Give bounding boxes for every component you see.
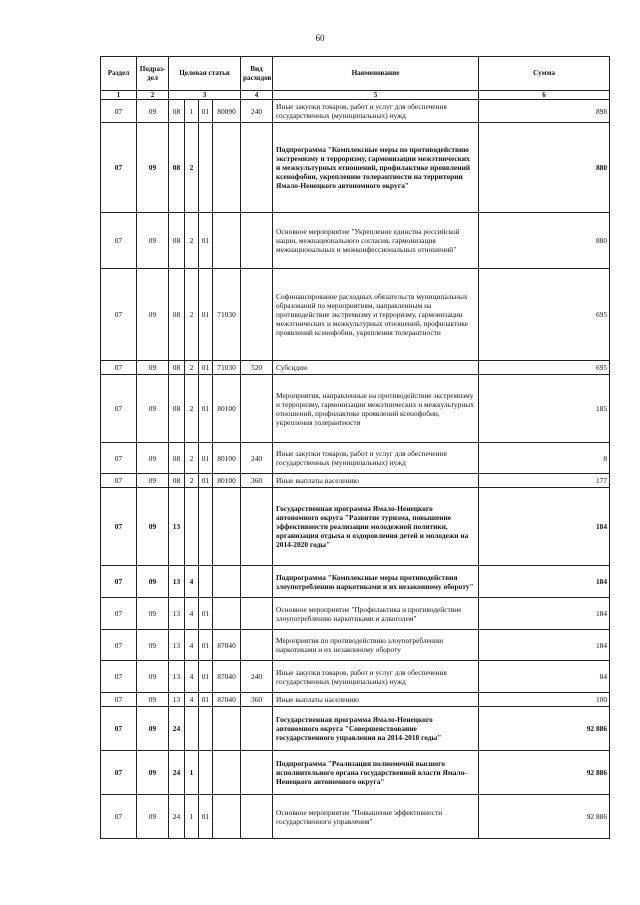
target-direction-cell: 71030 bbox=[213, 361, 241, 375]
target-subprogram-cell bbox=[185, 488, 199, 566]
amount-cell: 695 bbox=[479, 269, 610, 361]
name-cell: Государственная программа Ямало-Ненецкого автономного округа "Совершенствование государственного управления на 2014-2018 годы" bbox=[273, 707, 479, 751]
expense-type-cell: 360 bbox=[241, 474, 273, 488]
budget-table bbox=[100, 56, 610, 839]
target-subprogram-cell: 2 bbox=[185, 375, 199, 443]
target-direction-cell bbox=[213, 123, 241, 213]
table-row bbox=[101, 630, 610, 661]
subsection-cell: 09 bbox=[137, 751, 169, 795]
amount-cell: 92 886 bbox=[479, 751, 610, 795]
target-activity-cell: 01 bbox=[199, 375, 213, 443]
section-cell: 07 bbox=[101, 100, 137, 123]
section-cell: 07 bbox=[101, 795, 137, 839]
amount-cell: 184 bbox=[479, 630, 610, 661]
expense-type-cell bbox=[241, 795, 273, 839]
target-activity-cell: 01 bbox=[199, 269, 213, 361]
header-section: Раздел bbox=[101, 57, 137, 91]
target-program-cell: 13 bbox=[169, 566, 185, 598]
header-expense-type: Вид расходов bbox=[241, 57, 273, 91]
amount-cell: 84 bbox=[479, 661, 610, 693]
subsection-cell: 09 bbox=[137, 693, 169, 707]
name-cell: Основное мероприятие "Укрепление единства российской нации, межнационального согласия, гармонизация межнациональных и межконфессиональных отношений" bbox=[273, 213, 479, 269]
header-subsection: Подраз-дел bbox=[137, 57, 169, 91]
amount-cell: 184 bbox=[479, 598, 610, 630]
target-activity-cell: 01 bbox=[199, 100, 213, 123]
name-cell: Иные закупки товаров, работ и услуг для обеспечения государственных (муниципальных) нужд bbox=[273, 100, 479, 123]
table-row bbox=[101, 443, 610, 474]
target-subprogram-cell: 4 bbox=[185, 598, 199, 630]
amount-cell: 92 886 bbox=[479, 707, 610, 751]
target-direction-cell bbox=[213, 213, 241, 269]
target-direction-cell: 80100 bbox=[213, 443, 241, 474]
subsection-cell: 09 bbox=[137, 100, 169, 123]
header-name: Наименование bbox=[273, 57, 479, 91]
col-number: 1 bbox=[101, 91, 137, 100]
subsection-cell: 09 bbox=[137, 707, 169, 751]
section-cell: 07 bbox=[101, 751, 137, 795]
expense-type-cell bbox=[241, 630, 273, 661]
expense-type-cell bbox=[241, 566, 273, 598]
table-row bbox=[101, 488, 610, 566]
table-row bbox=[101, 751, 610, 795]
section-cell: 07 bbox=[101, 443, 137, 474]
expense-type-cell bbox=[241, 488, 273, 566]
target-direction-cell bbox=[213, 707, 241, 751]
target-activity-cell bbox=[199, 488, 213, 566]
target-subprogram-cell: 2 bbox=[185, 269, 199, 361]
expense-type-cell bbox=[241, 375, 273, 443]
target-direction-cell bbox=[213, 566, 241, 598]
amount-cell: 177 bbox=[479, 474, 610, 488]
target-program-cell: 13 bbox=[169, 661, 185, 693]
subsection-cell: 09 bbox=[137, 630, 169, 661]
section-cell: 07 bbox=[101, 630, 137, 661]
target-direction-cell bbox=[213, 488, 241, 566]
expense-type-cell: 240 bbox=[241, 443, 273, 474]
subsection-cell: 09 bbox=[137, 661, 169, 693]
amount-cell: 880 bbox=[479, 123, 610, 213]
section-cell: 07 bbox=[101, 707, 137, 751]
table-row bbox=[101, 269, 610, 361]
target-subprogram-cell: 4 bbox=[185, 661, 199, 693]
target-program-cell: 24 bbox=[169, 707, 185, 751]
target-activity-cell: 01 bbox=[199, 661, 213, 693]
name-cell: Подпрограмма "Реализация полномочий высшего исполнительного органа государственной власти Ямало-Ненецкого автономного округа" bbox=[273, 751, 479, 795]
target-activity-cell: 01 bbox=[199, 443, 213, 474]
target-subprogram-cell: 4 bbox=[185, 566, 199, 598]
header-row bbox=[101, 57, 610, 91]
table-row bbox=[101, 361, 610, 375]
header-target: Целевая статья bbox=[169, 57, 241, 91]
expense-type-cell: 360 bbox=[241, 693, 273, 707]
table-row bbox=[101, 598, 610, 630]
col-number: 2 bbox=[137, 91, 169, 100]
expense-type-cell bbox=[241, 213, 273, 269]
name-cell: Подпрограмма "Комплексные меры противодействия злоупотреблению наркотиками и их незаконному обороту" bbox=[273, 566, 479, 598]
subsection-cell: 09 bbox=[137, 474, 169, 488]
target-subprogram-cell: 2 bbox=[185, 474, 199, 488]
expense-type-cell bbox=[241, 751, 273, 795]
target-program-cell: 24 bbox=[169, 751, 185, 795]
section-cell: 07 bbox=[101, 661, 137, 693]
name-cell: Иные выплаты населению bbox=[273, 474, 479, 488]
table-row bbox=[101, 474, 610, 488]
subsection-cell: 09 bbox=[137, 213, 169, 269]
col-number: 5 bbox=[273, 91, 479, 100]
target-activity-cell: 01 bbox=[199, 474, 213, 488]
name-cell: Софинансирование расходных обязательств муниципальных образований по мероприятиям, направленным на противодействие экстремизму и терроризму, гармонизации межэтнических и межкультурных отношений, профилактике проявлений ксенофобии, укрепления толерантности bbox=[273, 269, 479, 361]
name-cell: Иные закупки товаров, работ и услуг для обеспечения государственных (муниципальных) нужд bbox=[273, 661, 479, 693]
section-cell: 07 bbox=[101, 361, 137, 375]
table-row bbox=[101, 707, 610, 751]
col-number: 4 bbox=[241, 91, 273, 100]
section-cell: 07 bbox=[101, 123, 137, 213]
subsection-cell: 09 bbox=[137, 269, 169, 361]
name-cell: Основное мероприятие "Повышение эффективности государственного управления" bbox=[273, 795, 479, 839]
name-cell: Государственная программа Ямало-Ненецкого автономного округа "Развитие туризма, повышение эффективности реализации молодежной политики, организация отдыха и оздоровления детей и молодежи на 2014-2020 годы" bbox=[273, 488, 479, 566]
target-activity-cell: 01 bbox=[199, 795, 213, 839]
table-row bbox=[101, 566, 610, 598]
table-row bbox=[101, 661, 610, 693]
target-direction-cell: 80090 bbox=[213, 100, 241, 123]
expense-type-cell: 240 bbox=[241, 100, 273, 123]
target-direction-cell: 87040 bbox=[213, 693, 241, 707]
subsection-cell: 09 bbox=[137, 361, 169, 375]
amount-cell: 185 bbox=[479, 375, 610, 443]
section-cell: 07 bbox=[101, 213, 137, 269]
col-number: 6 bbox=[479, 91, 610, 100]
name-cell: Мероприятия, направленные на противодействие экстремизму и терроризму, гармонизации межэтнических и межкультурных отношений, профилактике проявлений ксенофобии, укрепления толерантности bbox=[273, 375, 479, 443]
target-direction-cell bbox=[213, 598, 241, 630]
expense-type-cell: 240 bbox=[241, 661, 273, 693]
expense-type-cell bbox=[241, 123, 273, 213]
target-subprogram-cell: 4 bbox=[185, 693, 199, 707]
target-activity-cell bbox=[199, 751, 213, 795]
name-cell: Иные закупки товаров, работ и услуг для обеспечения государственных (муниципальных) нужд bbox=[273, 443, 479, 474]
target-direction-cell: 80100 bbox=[213, 375, 241, 443]
name-cell: Основное мероприятие "Профилактика и противодействие злоупотреблению наркотиками и алкоголем" bbox=[273, 598, 479, 630]
section-cell: 07 bbox=[101, 566, 137, 598]
name-cell: Субсидии bbox=[273, 361, 479, 375]
target-program-cell: 08 bbox=[169, 375, 185, 443]
section-cell: 07 bbox=[101, 488, 137, 566]
target-program-cell: 13 bbox=[169, 488, 185, 566]
target-program-cell: 08 bbox=[169, 443, 185, 474]
header-amount: Сумма bbox=[479, 57, 610, 91]
expense-type-cell: 520 bbox=[241, 361, 273, 375]
amount-cell: 184 bbox=[479, 488, 610, 566]
amount-cell: 8 bbox=[479, 443, 610, 474]
target-program-cell: 08 bbox=[169, 474, 185, 488]
col-number: 3 bbox=[169, 91, 241, 100]
target-subprogram-cell: 2 bbox=[185, 361, 199, 375]
target-program-cell: 13 bbox=[169, 693, 185, 707]
table-row bbox=[101, 213, 610, 269]
target-activity-cell bbox=[199, 566, 213, 598]
subsection-cell: 09 bbox=[137, 443, 169, 474]
target-subprogram-cell: 1 bbox=[185, 795, 199, 839]
target-direction-cell: 87040 bbox=[213, 630, 241, 661]
target-program-cell: 08 bbox=[169, 361, 185, 375]
subsection-cell: 09 bbox=[137, 795, 169, 839]
subsection-cell: 09 bbox=[137, 566, 169, 598]
section-cell: 07 bbox=[101, 474, 137, 488]
subsection-cell: 09 bbox=[137, 598, 169, 630]
target-direction-cell bbox=[213, 795, 241, 839]
target-subprogram-cell: 2 bbox=[185, 123, 199, 213]
section-cell: 07 bbox=[101, 598, 137, 630]
subsection-cell: 09 bbox=[137, 375, 169, 443]
amount-cell: 184 bbox=[479, 566, 610, 598]
target-direction-cell: 87040 bbox=[213, 661, 241, 693]
target-activity-cell: 01 bbox=[199, 598, 213, 630]
section-cell: 07 bbox=[101, 375, 137, 443]
section-cell: 07 bbox=[101, 269, 137, 361]
target-subprogram-cell: 1 bbox=[185, 751, 199, 795]
expense-type-cell bbox=[241, 598, 273, 630]
name-cell: Мероприятия по противодействию злоупотреблению наркотиками и их незаконному обороту bbox=[273, 630, 479, 661]
amount-cell: 880 bbox=[479, 213, 610, 269]
target-activity-cell bbox=[199, 123, 213, 213]
table-row bbox=[101, 100, 610, 123]
target-subprogram-cell: 4 bbox=[185, 630, 199, 661]
target-program-cell: 08 bbox=[169, 123, 185, 213]
page-number: 60 bbox=[315, 33, 325, 43]
target-subprogram-cell: 2 bbox=[185, 213, 199, 269]
target-activity-cell: 01 bbox=[199, 361, 213, 375]
subsection-cell: 09 bbox=[137, 123, 169, 213]
target-program-cell: 08 bbox=[169, 100, 185, 123]
target-activity-cell: 01 bbox=[199, 213, 213, 269]
subsection-cell: 09 bbox=[137, 488, 169, 566]
expense-type-cell bbox=[241, 269, 273, 361]
name-cell: Иные выплаты населению bbox=[273, 693, 479, 707]
target-direction-cell: 71030 bbox=[213, 269, 241, 361]
target-subprogram-cell bbox=[185, 707, 199, 751]
target-direction-cell: 80100 bbox=[213, 474, 241, 488]
amount-cell: 695 bbox=[479, 361, 610, 375]
target-program-cell: 13 bbox=[169, 630, 185, 661]
section-cell: 07 bbox=[101, 693, 137, 707]
target-program-cell: 24 bbox=[169, 795, 185, 839]
amount-cell: 92 886 bbox=[479, 795, 610, 839]
target-activity-cell: 01 bbox=[199, 630, 213, 661]
target-subprogram-cell: 2 bbox=[185, 443, 199, 474]
target-subprogram-cell: 1 bbox=[185, 100, 199, 123]
target-program-cell: 08 bbox=[169, 269, 185, 361]
amount-cell: 898 bbox=[479, 100, 610, 123]
name-cell: Подпрограмма "Комплексные меры по противодействию экстремизму и терроризму, гармонизации межэтнических и межкультурных отношений, профилактике проявлений ксенофобии, укреплению толерантности на территории Ямало-Ненецкого автономного округа" bbox=[273, 123, 479, 213]
table-row bbox=[101, 375, 610, 443]
target-program-cell: 13 bbox=[169, 598, 185, 630]
table-row bbox=[101, 693, 610, 707]
target-direction-cell bbox=[213, 751, 241, 795]
target-program-cell: 08 bbox=[169, 213, 185, 269]
amount-cell: 100 bbox=[479, 693, 610, 707]
target-activity-cell bbox=[199, 707, 213, 751]
table-row bbox=[101, 123, 610, 213]
table-row bbox=[101, 795, 610, 839]
target-activity-cell: 01 bbox=[199, 693, 213, 707]
column-number-row bbox=[101, 91, 610, 100]
expense-type-cell bbox=[241, 707, 273, 751]
